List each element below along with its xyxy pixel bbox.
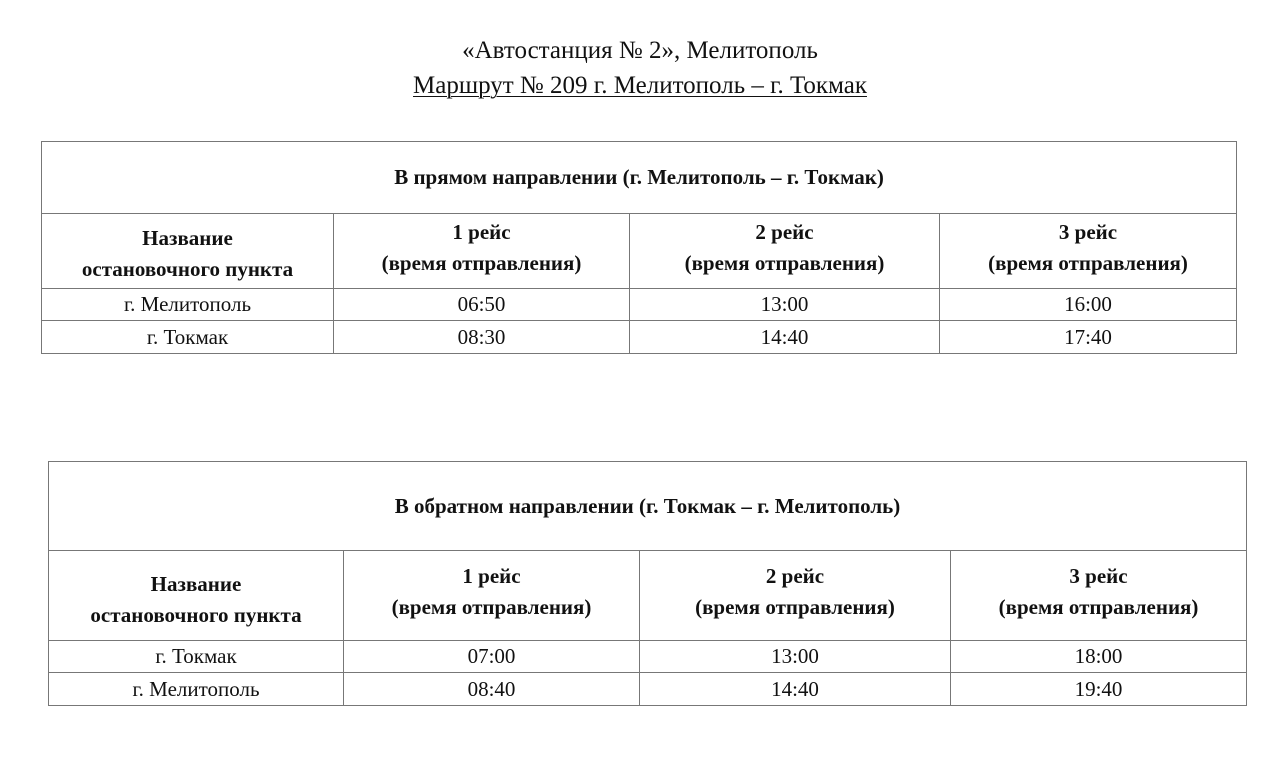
column-header: 1 рейс (время отправления) [344, 551, 640, 641]
table-row [42, 289, 1237, 321]
column-header: Название остановочного пункта [49, 551, 344, 641]
forward-schedule-table [41, 141, 1237, 354]
departure-time: 06:50 [334, 289, 630, 321]
departure-time: 13:00 [640, 641, 951, 673]
table-row [42, 321, 1237, 354]
column-header: 3 рейс (время отправления) [940, 214, 1237, 289]
column-header: 3 рейс (время отправления) [951, 551, 1247, 641]
stop-name: г. Мелитополь [49, 673, 344, 706]
departure-time: 19:40 [951, 673, 1247, 706]
stop-name: г. Мелитополь [42, 289, 334, 321]
departure-time: 07:00 [344, 641, 640, 673]
departure-time: 16:00 [940, 289, 1237, 321]
column-header: 2 рейс (время отправления) [630, 214, 940, 289]
table-row [49, 673, 1247, 706]
departure-time: 14:40 [630, 321, 940, 354]
departure-time: 18:00 [951, 641, 1247, 673]
departure-time: 08:30 [334, 321, 630, 354]
table-title: В прямом направлении (г. Мелитополь – г. Токмак) [42, 142, 1237, 214]
table-title: В обратном направлении (г. Токмак – г. Мелитополь) [49, 462, 1247, 551]
column-header: Название остановочного пункта [42, 214, 334, 289]
header-row [42, 214, 1237, 289]
table-row [49, 641, 1247, 673]
departure-time: 17:40 [940, 321, 1237, 354]
departure-time: 08:40 [344, 673, 640, 706]
route-title [0, 72, 1280, 100]
stop-name: г. Токмак [49, 641, 344, 673]
column-header: 2 рейс (время отправления) [640, 551, 951, 641]
header-row [49, 551, 1247, 641]
return-schedule-table [48, 461, 1247, 706]
station-title: «Автостанция № 2», Мелитополь [462, 37, 818, 64]
column-header: 1 рейс (время отправления) [334, 214, 630, 289]
route-title-text: Маршрут № 209 г. Мелитополь – г. Токмак [413, 72, 867, 99]
departure-time: 13:00 [630, 289, 940, 321]
departure-time: 14:40 [640, 673, 951, 706]
stop-name: г. Токмак [42, 321, 334, 354]
